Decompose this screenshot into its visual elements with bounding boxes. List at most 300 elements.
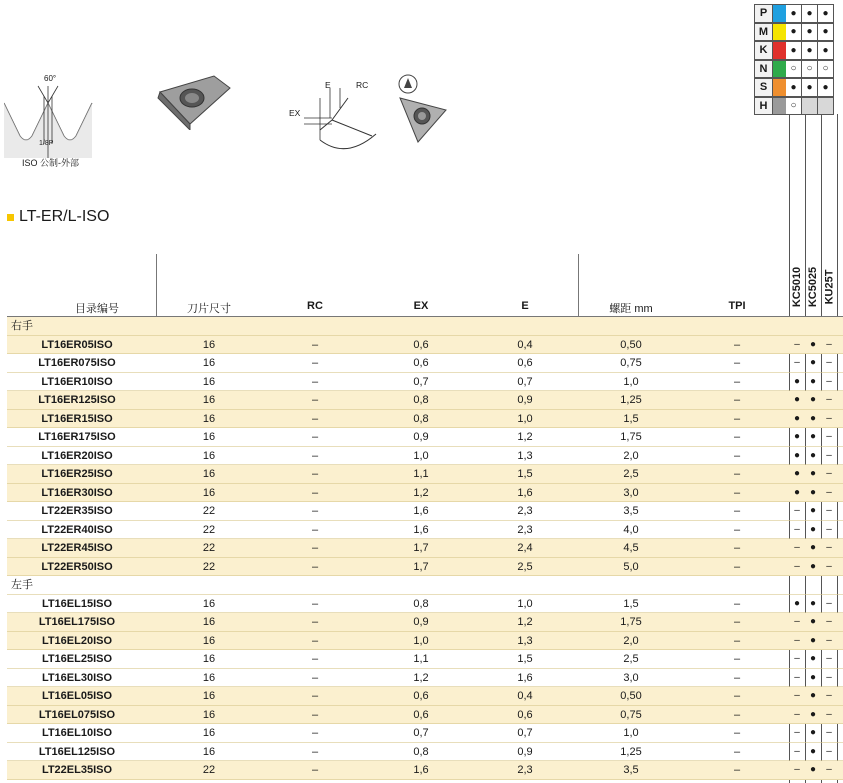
- cell-e: 1,0: [517, 412, 533, 425]
- grade-availability-mark: ●: [809, 449, 817, 461]
- cell-ex: 0,9: [413, 431, 429, 443]
- cell-rc: –: [311, 708, 319, 721]
- insert-geometry-drawing: [290, 78, 380, 160]
- cell-ex: 0,7: [413, 375, 429, 388]
- cell-e: 2,3: [517, 523, 533, 536]
- grade-availability-mark: ●: [809, 523, 817, 535]
- cell-size: 16: [202, 671, 216, 684]
- table-row: [7, 632, 843, 651]
- material-letter: N: [754, 60, 773, 79]
- cell-code: LT16ER05ISO: [41, 338, 113, 351]
- cell-tpi: –: [733, 671, 741, 684]
- cell-e: 1,5: [517, 653, 533, 665]
- grade-availability-mark: ●: [809, 634, 817, 646]
- cell-e: 0,7: [517, 375, 533, 388]
- grade-availability-mark: –: [826, 394, 832, 405]
- grade-availability-mark: ●: [793, 431, 801, 442]
- material-grade-mark: ●: [802, 78, 818, 97]
- cell-size: 16: [202, 486, 216, 499]
- title-marker-icon: [7, 214, 14, 221]
- table-row: [7, 669, 843, 688]
- cell-ex: 0,6: [413, 708, 429, 721]
- grade-availability-mark: –: [826, 431, 832, 442]
- grade-availability-mark: –: [794, 523, 800, 535]
- grade-availability-mark: –: [826, 449, 832, 461]
- cell-e: 2,4: [517, 542, 533, 554]
- material-grade-mark: ○: [786, 60, 802, 79]
- grade-availability-mark: ●: [793, 597, 801, 609]
- cell-code: LT22ER40ISO: [41, 523, 113, 536]
- cell-size: 16: [202, 597, 216, 610]
- cell-ex: 0,7: [413, 727, 429, 739]
- table-row: [7, 428, 843, 447]
- cell-tpi: –: [733, 634, 741, 647]
- header-e: E: [521, 300, 529, 312]
- grade-availability-mark: ●: [809, 505, 817, 516]
- cell-ex: 1,7: [413, 560, 429, 573]
- cell-e: 1,0: [517, 597, 533, 610]
- grade-availability-mark: ●: [793, 468, 801, 479]
- e-dimension-label: E: [325, 80, 331, 90]
- cell-size: 22: [202, 505, 216, 517]
- cell-pitch: 3,0: [623, 671, 639, 684]
- grade-availability-mark: –: [826, 690, 832, 701]
- cell-ex: 0,6: [413, 338, 429, 351]
- grade-availability-mark: –: [826, 505, 832, 516]
- cell-tpi: –: [733, 338, 741, 351]
- cell-rc: –: [311, 449, 319, 462]
- cell-ex: 1,0: [413, 449, 429, 462]
- header-code: 目录编号: [75, 303, 119, 315]
- cell-pitch: 2,0: [623, 449, 639, 462]
- cell-code: LT16ER10ISO: [41, 375, 113, 388]
- cell-tpi: –: [733, 653, 741, 665]
- material-letter: P: [754, 4, 773, 23]
- cell-rc: –: [311, 634, 319, 647]
- cell-e: 2,3: [517, 764, 533, 776]
- grade-availability-mark: –: [794, 727, 800, 738]
- table-row: [7, 391, 843, 410]
- cell-code: LT22ER45ISO: [41, 542, 113, 554]
- angle-label: 60°: [44, 74, 57, 83]
- table-row: [7, 373, 843, 392]
- cell-e: 0,6: [517, 357, 533, 369]
- table-row: [7, 706, 843, 725]
- cell-rc: –: [311, 375, 319, 388]
- cell-size: 22: [202, 523, 216, 536]
- cell-e: 0,9: [517, 394, 533, 406]
- insert-table: [7, 317, 843, 780]
- cell-rc: –: [311, 468, 319, 480]
- grade-availability-mark: –: [794, 542, 800, 553]
- cell-tpi: –: [733, 560, 741, 573]
- cell-pitch: 4,0: [623, 523, 639, 536]
- material-letter: K: [754, 41, 773, 60]
- table-row: [7, 410, 843, 429]
- grade-availability-mark: –: [826, 338, 832, 350]
- pitch-label: 1/8P: [39, 140, 54, 147]
- cell-rc: –: [311, 597, 319, 610]
- cell-ex: 1,0: [413, 634, 429, 647]
- cell-pitch: 1,25: [620, 745, 642, 758]
- grade-availability-mark: –: [794, 505, 800, 516]
- grade-availability-mark: ●: [809, 431, 817, 442]
- cell-tpi: –: [733, 690, 741, 702]
- grade-availability-mark: ●: [809, 708, 817, 720]
- cell-rc: –: [311, 764, 319, 776]
- cell-size: 16: [202, 708, 216, 721]
- grade-availability-mark: –: [826, 764, 832, 775]
- grade-availability-mark: –: [826, 523, 832, 535]
- cell-e: 1,2: [517, 616, 533, 628]
- grade-availability-mark: –: [794, 634, 800, 646]
- table-section-row: [7, 576, 843, 595]
- cell-code: LT16EL05ISO: [41, 690, 113, 702]
- table-row: [7, 354, 843, 373]
- material-grade-mark: ●: [818, 23, 834, 42]
- material-grade-mark: ●: [818, 78, 834, 97]
- table-header: [7, 300, 787, 316]
- cell-size: 16: [202, 431, 216, 443]
- cell-e: 0,4: [517, 338, 533, 351]
- grade-availability-mark: –: [794, 764, 800, 775]
- cell-pitch: 1,0: [623, 375, 639, 388]
- table-row: [7, 558, 843, 577]
- material-row-m: [754, 23, 834, 42]
- cell-rc: –: [311, 745, 319, 758]
- material-grade-mark: ●: [802, 41, 818, 60]
- cell-size: 16: [202, 449, 216, 462]
- material-color-swatch: [773, 23, 786, 42]
- cell-ex: 1,6: [413, 505, 429, 517]
- cell-code: LT22ER35ISO: [41, 505, 113, 517]
- grade-availability-mark: –: [826, 412, 832, 424]
- material-row-p: [754, 4, 834, 23]
- grade-availability-mark: –: [794, 357, 800, 368]
- table-row: [7, 465, 843, 484]
- cell-size: 16: [202, 653, 216, 665]
- cell-code: LT16EL20ISO: [41, 634, 113, 647]
- cell-pitch: 1,25: [620, 394, 642, 406]
- cell-e: 2,3: [517, 505, 533, 517]
- cell-size: 16: [202, 468, 216, 480]
- cell-code: LT16ER15ISO: [41, 412, 113, 425]
- cell-ex: 0,9: [413, 616, 429, 628]
- material-row-k: [754, 41, 834, 60]
- grade-availability-mark: ●: [793, 449, 801, 461]
- grade-availability-mark: ●: [809, 560, 817, 572]
- rc-dimension-label: RC: [356, 80, 369, 90]
- cell-rc: –: [311, 486, 319, 499]
- cell-code: LT16EL25ISO: [41, 653, 113, 665]
- cell-ex: 1,6: [413, 764, 429, 776]
- grade-availability-mark: ●: [809, 745, 817, 757]
- grade-availability-mark: –: [794, 560, 800, 572]
- grade-availability-mark: –: [826, 560, 832, 572]
- grade-availability-mark: ●: [809, 375, 817, 387]
- header-pitch: 螺距 mm: [609, 303, 653, 315]
- cell-ex: 0,8: [413, 394, 429, 406]
- cell-ex: 0,8: [413, 412, 429, 425]
- grade-availability-mark: –: [826, 616, 832, 627]
- table-row: [7, 761, 843, 780]
- grade-availability-mark: –: [826, 375, 832, 387]
- grade-availability-mark: ●: [809, 597, 817, 609]
- cell-e: 1,5: [517, 468, 533, 480]
- cell-ex: 0,8: [413, 597, 429, 610]
- cell-tpi: –: [733, 412, 741, 425]
- material-color-swatch: [773, 60, 786, 79]
- cell-size: 22: [202, 542, 216, 554]
- cell-pitch: 5,0: [623, 560, 639, 573]
- cell-ex: 0,6: [413, 690, 429, 702]
- cell-tpi: –: [733, 764, 741, 776]
- header-tpi: TPI: [728, 300, 746, 312]
- cell-e: 1,2: [517, 431, 533, 443]
- cell-tpi: –: [733, 597, 741, 610]
- material-color-swatch: [773, 4, 786, 23]
- grade-availability-mark: –: [826, 597, 832, 609]
- grade-availability-mark: –: [794, 616, 800, 627]
- cell-code: LT22ER50ISO: [41, 560, 113, 573]
- cell-tpi: –: [733, 375, 741, 388]
- cell-rc: –: [311, 505, 319, 517]
- grade-availability-mark: ●: [809, 412, 817, 424]
- cell-code: LT16EL10ISO: [41, 727, 113, 739]
- page-title: LT-ER/L-ISO: [19, 208, 110, 225]
- grade-availability-mark: ●: [793, 412, 801, 424]
- cell-rc: –: [311, 690, 319, 702]
- material-letter: S: [754, 78, 773, 97]
- section-label: 左手: [11, 579, 33, 591]
- material-letter: H: [754, 97, 773, 116]
- cell-size: 16: [202, 412, 216, 425]
- cell-e: 1,6: [517, 671, 533, 684]
- material-grade-mark: [818, 97, 834, 116]
- header-rc: RC: [307, 300, 323, 312]
- material-row-n: [754, 60, 834, 79]
- grade-availability-mark: –: [826, 745, 832, 757]
- cell-rc: –: [311, 616, 319, 628]
- cell-code: LT16ER20ISO: [41, 449, 113, 462]
- cell-pitch: 2,5: [623, 653, 639, 665]
- material-color-swatch: [773, 97, 786, 116]
- cell-ex: 1,2: [413, 486, 429, 499]
- grade-availability-mark: ●: [809, 727, 817, 738]
- cell-code: LT16EL30ISO: [41, 671, 113, 684]
- material-grade-mark: ○: [818, 60, 834, 79]
- grade-availability-mark: ●: [809, 394, 817, 405]
- grade-availability-mark: ●: [809, 542, 817, 553]
- cell-pitch: 1,0: [623, 727, 639, 739]
- cell-rc: –: [311, 394, 319, 406]
- cell-pitch: 3,0: [623, 486, 639, 499]
- cell-e: 0,7: [517, 727, 533, 739]
- table-row: [7, 743, 843, 762]
- grade-availability-mark: –: [826, 542, 832, 553]
- cell-tpi: –: [733, 449, 741, 462]
- grade-availability-mark: –: [826, 468, 832, 479]
- material-row-h: [754, 97, 834, 116]
- cell-size: 16: [202, 745, 216, 758]
- grade-availability-mark: –: [826, 486, 832, 498]
- table-row: [7, 613, 843, 632]
- grade-availability-mark: –: [826, 708, 832, 720]
- table-section-row: [7, 317, 843, 336]
- insert-3d-drawing: [154, 74, 234, 130]
- cell-tpi: –: [733, 745, 741, 758]
- cell-size: 16: [202, 616, 216, 628]
- table-row: [7, 502, 843, 521]
- cell-rc: –: [311, 412, 319, 425]
- cell-code: LT16EL15ISO: [41, 597, 113, 610]
- table-row: [7, 484, 843, 503]
- grade-availability-mark: –: [826, 357, 832, 368]
- header-size: 刀片尺寸: [187, 303, 231, 315]
- table-row: [7, 687, 843, 706]
- cell-pitch: 1,75: [620, 431, 642, 443]
- cell-e: 1,6: [517, 486, 533, 499]
- insert-top-view-drawing: [394, 74, 450, 144]
- cell-tpi: –: [733, 542, 741, 554]
- material-row-s: [754, 78, 834, 97]
- grade-availability-mark: –: [794, 690, 800, 701]
- cell-e: 1,3: [517, 634, 533, 647]
- cell-rc: –: [311, 727, 319, 739]
- grade-availability-mark: ●: [809, 338, 817, 350]
- cell-size: 22: [202, 764, 216, 776]
- cell-tpi: –: [733, 486, 741, 499]
- cell-pitch: 0,75: [620, 357, 642, 369]
- grade-availability-mark: –: [826, 727, 832, 738]
- cell-pitch: 3,5: [623, 764, 639, 776]
- grade-availability-mark: ●: [793, 375, 801, 387]
- cell-size: 16: [202, 338, 216, 351]
- grade-availability-mark: ●: [809, 486, 817, 498]
- cell-size: 16: [202, 727, 216, 739]
- ex-dimension-label: EX: [289, 108, 301, 118]
- material-color-swatch: [773, 41, 786, 60]
- cell-e: 2,5: [517, 560, 533, 573]
- material-grade-mark: ●: [818, 4, 834, 23]
- cell-code: LT22EL35ISO: [41, 764, 113, 776]
- cell-tpi: –: [733, 616, 741, 628]
- cell-pitch: 0,50: [620, 338, 642, 351]
- cell-code: LT16EL175ISO: [38, 616, 116, 628]
- grade-availability-mark: –: [794, 653, 800, 664]
- material-grade-mark: ●: [786, 4, 802, 23]
- material-grade-grid: [754, 4, 834, 115]
- section-label: 右手: [11, 320, 33, 332]
- cell-e: 0,4: [517, 690, 533, 702]
- cell-rc: –: [311, 542, 319, 554]
- table-row: [7, 336, 843, 355]
- grade-availability-mark: ●: [809, 616, 817, 627]
- cell-pitch: 2,0: [623, 634, 639, 647]
- cell-tpi: –: [733, 523, 741, 536]
- cell-ex: 1,7: [413, 542, 429, 554]
- grade-availability-mark: ●: [809, 357, 817, 368]
- cell-code: LT16ER25ISO: [41, 468, 113, 480]
- material-grade-mark: ●: [802, 4, 818, 23]
- section-title: [7, 208, 109, 226]
- grade-availability-mark: ●: [793, 394, 801, 405]
- grade-availability-mark: ●: [809, 764, 817, 775]
- grade-availability-mark: –: [826, 634, 832, 646]
- material-grade-mark: ●: [786, 23, 802, 42]
- material-grade-mark: ●: [786, 78, 802, 97]
- material-grade-mark: ●: [818, 41, 834, 60]
- cell-ex: 1,6: [413, 523, 429, 536]
- table-row: [7, 447, 843, 466]
- material-grade-mark: ○: [786, 97, 802, 116]
- cell-pitch: 2,5: [623, 468, 639, 480]
- cell-e: 0,9: [517, 745, 533, 758]
- cell-size: 16: [202, 375, 216, 388]
- grade-availability-mark: ●: [809, 468, 817, 479]
- cell-size: 16: [202, 634, 216, 647]
- cell-code: LT16ER30ISO: [41, 486, 113, 499]
- cell-rc: –: [311, 338, 319, 351]
- cell-ex: 1,1: [413, 468, 429, 480]
- cell-code: LT16EL075ISO: [38, 708, 116, 721]
- cell-code: LT16ER075ISO: [38, 357, 116, 369]
- cell-ex: 1,1: [413, 653, 429, 665]
- cell-ex: 1,2: [413, 671, 429, 684]
- row-divider: [7, 779, 843, 780]
- table-row: [7, 539, 843, 558]
- grade-availability-mark: –: [794, 338, 800, 350]
- cell-tpi: –: [733, 357, 741, 369]
- grade-availability-mark: –: [794, 745, 800, 757]
- cell-ex: 0,6: [413, 357, 429, 369]
- grade-header-kc5025: KC5025: [807, 266, 820, 308]
- grade-availability-mark: ●: [809, 671, 817, 683]
- table-row: [7, 521, 843, 540]
- table-row: [7, 595, 843, 614]
- cell-tpi: –: [733, 431, 741, 443]
- cell-pitch: 1,5: [623, 412, 639, 425]
- cell-code: LT16EL125ISO: [38, 745, 116, 758]
- cell-code: LT16ER125ISO: [38, 394, 116, 406]
- grade-header-kc5010: KC5010: [791, 266, 804, 308]
- cell-pitch: 1,5: [623, 597, 639, 610]
- header-ex: EX: [413, 300, 429, 312]
- material-grade-mark: ○: [802, 60, 818, 79]
- cell-rc: –: [311, 523, 319, 536]
- material-grade-mark: ●: [802, 23, 818, 42]
- cell-tpi: –: [733, 468, 741, 480]
- cell-size: 22: [202, 560, 216, 573]
- grade-availability-mark: ●: [793, 486, 801, 498]
- cell-rc: –: [311, 671, 319, 684]
- cell-ex: 0,8: [413, 745, 429, 758]
- material-color-swatch: [773, 78, 786, 97]
- cell-tpi: –: [733, 708, 741, 721]
- cell-pitch: 4,5: [623, 542, 639, 554]
- grade-availability-mark: –: [794, 671, 800, 683]
- grade-availability-mark: –: [794, 708, 800, 720]
- cell-pitch: 0,75: [620, 708, 642, 721]
- grade-availability-mark: –: [826, 671, 832, 683]
- grade-availability-mark: ●: [809, 653, 817, 664]
- grade-availability-mark: –: [826, 653, 832, 664]
- cell-e: 1,3: [517, 449, 533, 462]
- cell-pitch: 1,75: [620, 616, 642, 628]
- table-row: [7, 650, 843, 669]
- table-row: [7, 724, 843, 743]
- cell-tpi: –: [733, 505, 741, 517]
